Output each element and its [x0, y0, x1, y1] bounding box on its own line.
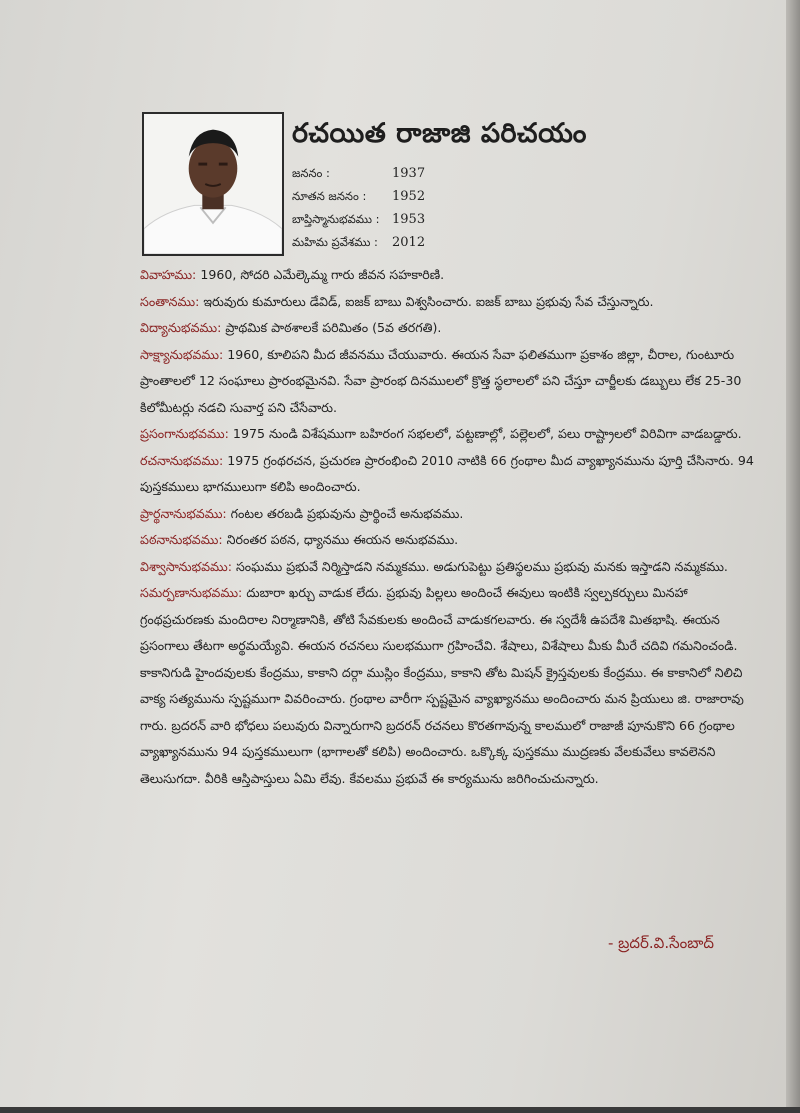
bottom-edge: [0, 1107, 800, 1113]
paragraph-text: 1960, సోదరి ఎమేల్కెమ్మ గారు జీవన సహకారిణి.: [196, 267, 445, 282]
fact-new-birth: [292, 189, 425, 212]
fact-label: మహిమ ప్రవేశము :: [292, 235, 378, 249]
paragraph-heading: సంతానము:: [140, 293, 200, 309]
paragraph-dedication: [140, 580, 760, 792]
signature: - బ్రదర్.వి.సేంబాద్: [608, 934, 714, 952]
fact-glory-entry: [292, 235, 425, 258]
paragraph-text: సంఘము ప్రభువే నిర్మిస్తాడని నమ్మకము. అడుగుపెట్టు ప్రతిస్థలము ప్రభువు మనకు ఇస్తాడని నమ్మకము.: [231, 558, 728, 574]
fact-label: బాప్తిస్మానుభవము :: [292, 212, 380, 226]
fact-label: నూతన జననం :: [292, 189, 367, 203]
fact-baptism: [292, 212, 425, 235]
paragraph-heading: ప్రార్థనానుభవము:: [140, 505, 227, 521]
paragraph-writing: [140, 448, 760, 501]
paragraph-prayer: [140, 501, 760, 528]
biography-body: [140, 262, 760, 792]
paragraph-heading: విద్యానుభవము:: [140, 320, 222, 335]
page-title: రచయిత రాజాజి పరిచయం: [292, 118, 587, 149]
paragraph-text: ప్రాథమిక పాఠశాలకే పరిమితం (5వ తరగతి).: [221, 320, 442, 335]
page-edge: [786, 0, 800, 1113]
paragraph-text: గంటల తరబడి ప్రభువును ప్రార్థించే అనుభవము.: [226, 505, 464, 521]
fact-value: 1937: [392, 166, 426, 181]
fact-label: జననం :: [292, 166, 330, 180]
author-facts: [292, 166, 425, 258]
fact-birth: [292, 166, 425, 189]
paragraph-marriage: [140, 262, 760, 289]
paragraph-heading: సాక్ష్యానుభవము:: [140, 346, 224, 362]
paragraph-text: 1975 గ్రంథరచన, ప్రచురణ ప్రారంభించి 2010 నాటికి 66 గ్రంథాల మీద వ్యాఖ్యానమును పూర్తి చేసినారు. 94 పుస్తకములు భాగములుగా కలిపి అందించారు.: [140, 452, 754, 494]
paragraph-heading: పఠనానుభవము:: [140, 532, 223, 547]
author-photo: [142, 112, 284, 256]
paragraph-children: [140, 289, 760, 316]
paragraph-text: ఇరువురు కుమారులు డేవిడ్, ఐజక్ బాబు విశ్వసించారు. ఐజక్ బాబు ప్రభువు సేవ చేస్తున్నారు.: [199, 293, 654, 309]
paragraph-reading: [140, 527, 760, 554]
fact-value: 1952: [392, 189, 426, 204]
paragraph-text: దుబారా ఖర్చు వాడుక లేదు. ప్రభువు పిల్లలు అందించే ఈవులు ఇంటికి స్వల్పకర్చులు మినహా గ్రంథప్రచురణకు మందిరాల నిర్మాణానికి, తోటి సేవకులకు అందించే వాడుకగలవారు. ఈ స్వదేశీ ఉపదేశి మితభాషి. ఈయన ప్రసంగాలు తేటగా అర్థమయ్యేవి. ఈయన రచనలు సులభముగా గ్రహించేవి. శేషాలు, విశేషాలు మీకు మీరే చదివి గమనించండి. కాకానిగుడి హైందవులకు కేంద్రము, కాకాని దర్గా ముస్లిం కేంద్రము, కాకాని తోట మిషన్ క్రైస్తవులకు కేంద్రము. ఈ కాకానిలో నిలిచి వాక్య సత్యమును స్పష్టముగా వివరించారు. గ్రంథాల వారీగా స్పష్టమైన వ్యాఖ్యానము అందించారు మన ప్రియులు జి. రాజారావు గారు. బ్రదరన్ వారి భోధలు పలువురు విన్నారుగాని బ్రదరన్ రచనలు కొరతగావున్న కాలములో రాజాజీ పూనుకొని 66 గ్రంథాల వ్యాఖ్యానమును 94 పుస్తకములుగా (భాగాలతో కలిపి) అందించారు. ఒక్కొక్క పుస్తకము ముద్రణకు వేలకువేలు కావలెనని తెలుసుగదా. వీరికి ఆస్తిపాస్తులు ఏమి లేవు. కేవలము ప్రభువే ఈ కార్యమును జరిగించుచున్నారు.: [140, 585, 744, 786]
paragraph-testimony: [140, 342, 760, 422]
paragraph-text: 1960, కూలిపని మీద జీవనము చేయువారు. ఈయన సేవా ఫలితముగా ప్రకాశం జిల్లా, చీరాల, గుంటూరు ప్రాంతాలలో 12 సంఘాలు ప్రారంభమైనవి. సేవా ప్రారంభ దినములలో క్రొత్త స్థలాలలో పని చేస్తూ చార్జీలకు డబ్బులు లేక 25-30 కిలోమీటర్లు నడచి సువార్త పని చేసేవారు.: [140, 346, 742, 415]
author-portrait-image: [144, 114, 282, 254]
paragraph-education: [140, 315, 760, 342]
paragraph-text: 1975 నుండి విశేషముగా బహిరంగ సభలలో, పట్టణాల్లో, పల్లెలలో, పలు రాష్ట్రాలలో విరివిగా వాడబడ్డారు.: [228, 426, 742, 441]
paragraph-heading: సమర్పణానుభవము:: [140, 585, 243, 600]
paragraph-heading: రచనానుభవము:: [140, 452, 224, 468]
fact-value: 1953: [392, 212, 426, 227]
paragraph-text: నిరంతర పఠన, ధ్యానము ఈయన అనుభవము.: [222, 532, 459, 547]
paragraph-heading: విశ్వాసానుభవము:: [140, 558, 232, 574]
paragraph-heading: ప్రసంగానుభవము:: [140, 426, 229, 441]
paragraph-heading: వివాహము:: [140, 267, 197, 282]
paragraph-faith: [140, 554, 760, 581]
paragraph-preaching: [140, 421, 760, 448]
fact-value: 2012: [392, 235, 426, 250]
